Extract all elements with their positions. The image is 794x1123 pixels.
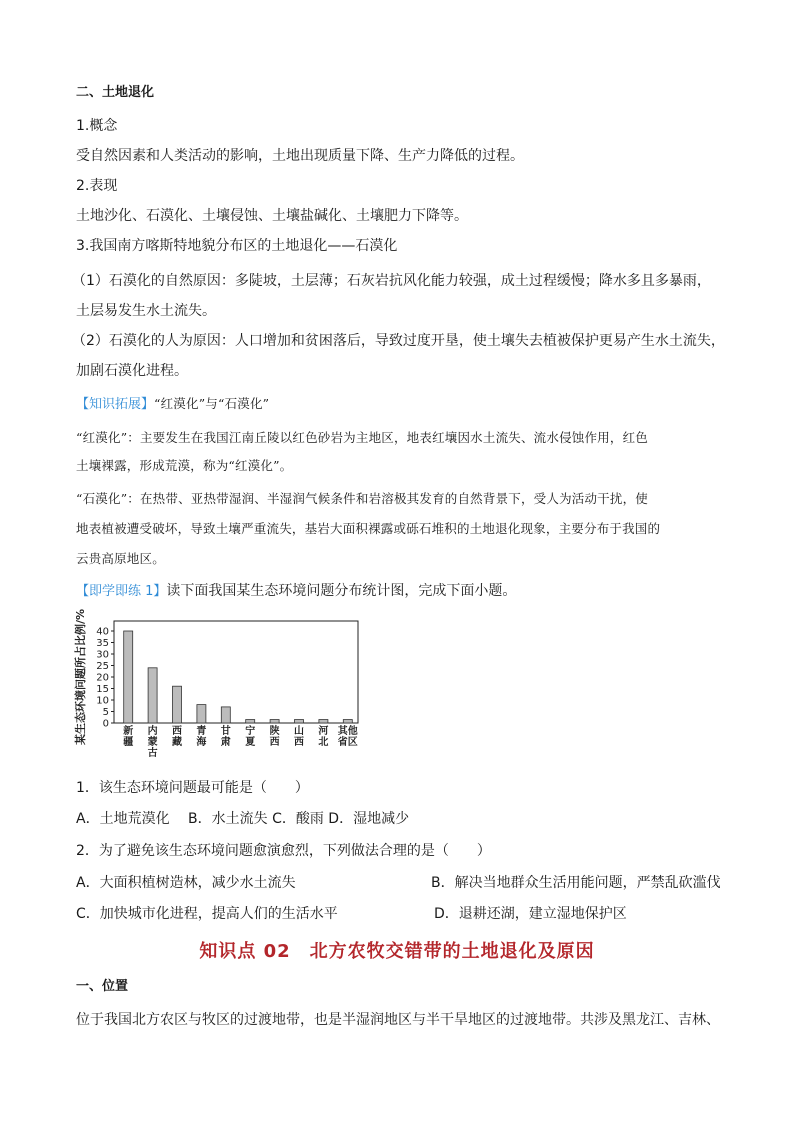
karst-degradation-label: 3.我国南方喀斯特地貌分布区的土地退化——石漠化 [76, 238, 398, 254]
x-tick-label: 藏 [172, 737, 182, 748]
bar-甘肃 [221, 707, 230, 723]
question-2-option-d: D．退耕还湖，建立湿地保护区 [434, 906, 627, 922]
bar-内蒙古 [148, 668, 157, 723]
x-tick-label: 省区 [337, 737, 358, 748]
x-tick-label: 海 [196, 737, 207, 748]
practice-header [76, 581, 516, 602]
bar-新疆 [124, 631, 133, 723]
bar-山西 [295, 720, 304, 723]
bar-其他省区 [343, 720, 352, 723]
position-heading: 一、位置 [76, 979, 129, 994]
x-tick-label: 肃 [220, 737, 231, 748]
rocky-desertification-line-3: 云贵高原地区。 [76, 551, 165, 566]
x-tick-label: 陕 [269, 726, 280, 737]
natural-cause-line-2: 土层易发生水土流失。 [76, 303, 216, 319]
knowledge-extension-header [76, 394, 269, 415]
position-text: 位于我国北方农区与牧区的过渡地带，也是半湿润地区与半干旱地区的过渡地带。共涉及黑龙江、吉林、 [76, 1012, 720, 1028]
x-tick-label: 青 [196, 726, 207, 737]
x-tick-label: 古 [147, 748, 158, 759]
x-tick-label: 山 [294, 726, 304, 737]
knowledge-point-title: 知识点 02 北方农牧交错带的土地退化及原因 [199, 941, 595, 962]
natural-cause-line-1: （1）石漠化的自然原因：多陡坡，土层薄；石灰岩抗风化能力较强，成土过程缓慢；降水多且多暴雨， [72, 273, 711, 289]
question-2-option-c: C．加快城市化进程，提高人们的生活水平 [76, 906, 338, 922]
x-tick-label: 北 [318, 737, 329, 748]
rocky-desertification-line-1: “石漠化”：在热带、亚热带湿润、半湿润气候条件和岩溶极其发育的自然背景下，受人为活动干扰，使 [76, 491, 648, 506]
question-2-option-b: B．解决当地群众生活用能问题，严禁乱砍滥伐 [431, 875, 721, 891]
x-tick-label: 蒙 [147, 737, 158, 748]
y-tick-label: 0 [102, 718, 109, 730]
practice-intro: 读下面我国某生态环境问题分布统计图，完成下面小题。 [166, 583, 517, 599]
bar-青海 [197, 705, 206, 723]
red-desertification-line-2: 土壤裸露，形成荒漠，称为“红漠化”。 [76, 458, 293, 473]
y-tick-label: 30 [96, 649, 109, 661]
manifestation-text: 土地沙化、石漠化、土壤侵蚀、土壤盐碱化、土壤肥力下降等。 [76, 208, 468, 224]
bar-西藏 [173, 686, 182, 723]
concept-text: 受自然因素和人类活动的影响，土地出现质量下降、生产力降低的过程。 [76, 148, 524, 164]
x-tick-label: 河 [318, 726, 329, 737]
x-tick-label: 宁 [245, 726, 256, 737]
question-2: 2．为了避免该生态环境问题愈演愈烈，下列做法合理的是（ ） [76, 843, 491, 859]
x-tick-label: 内 [147, 726, 158, 737]
question-2-option-a: A．大面积植树造林，减少水土流失 [76, 875, 296, 891]
human-cause-line-2: 加剧石漠化进程。 [76, 363, 188, 379]
human-cause-line-1: （2）石漠化的人为原因：人口增加和贫困落后，导致过度开垦，使土壤失去植被保护更易产生水土流失， [72, 333, 725, 349]
y-tick-label: 20 [96, 672, 109, 684]
y-tick-label: 15 [96, 684, 109, 695]
knowledge-extension-tag: 【知识拓展】 [76, 397, 155, 412]
chart-y-axis-label: 某生态环境问题所占比例/% [74, 608, 87, 745]
y-tick-label: 25 [96, 661, 109, 672]
practice-tag: 【即学即练 1】 [76, 584, 167, 599]
bar-陕西 [270, 720, 279, 723]
bar-宁夏 [246, 720, 255, 723]
question-1-options: A．土地荒漠化 B．水土流失 C．酸雨 D．湿地减少 [76, 811, 410, 827]
y-tick-label: 10 [96, 695, 109, 707]
red-desertification-line-1: “红漠化”：主要发生在我国江南丘陵以红色砂岩为主地区，地表红壤因水土流失、流水侵蚀作用，红色 [76, 430, 648, 445]
question-1: 1．该生态环境问题最可能是（ ） [76, 780, 309, 796]
eco-problem-bar-chart [70, 608, 370, 759]
x-tick-label: 甘 [220, 726, 231, 737]
knowledge-extension-title: “红漠化”与“石漠化” [154, 396, 270, 411]
x-tick-label: 西 [172, 726, 182, 737]
x-tick-label: 夏 [245, 737, 256, 748]
x-tick-label: 西 [269, 737, 280, 748]
y-tick-label: 5 [102, 707, 109, 718]
concept-label: 1.概念 [76, 118, 118, 134]
x-tick-label: 其他 [337, 726, 358, 737]
y-tick-label: 35 [96, 638, 109, 649]
section-heading-land-degradation: 二、土地退化 [76, 85, 155, 100]
bar-河北 [319, 720, 328, 723]
x-tick-label: 西 [294, 737, 304, 748]
x-tick-label: 疆 [123, 737, 134, 748]
y-tick-label: 40 [96, 626, 109, 638]
rocky-desertification-line-2: 地表植被遭受破坏，导致土壤严重流失，基岩大面积裸露或砾石堆积的土地退化现象，主要分布于我国的 [76, 521, 661, 536]
manifestation-label: 2.表现 [76, 178, 118, 194]
x-tick-label: 新 [123, 726, 134, 737]
